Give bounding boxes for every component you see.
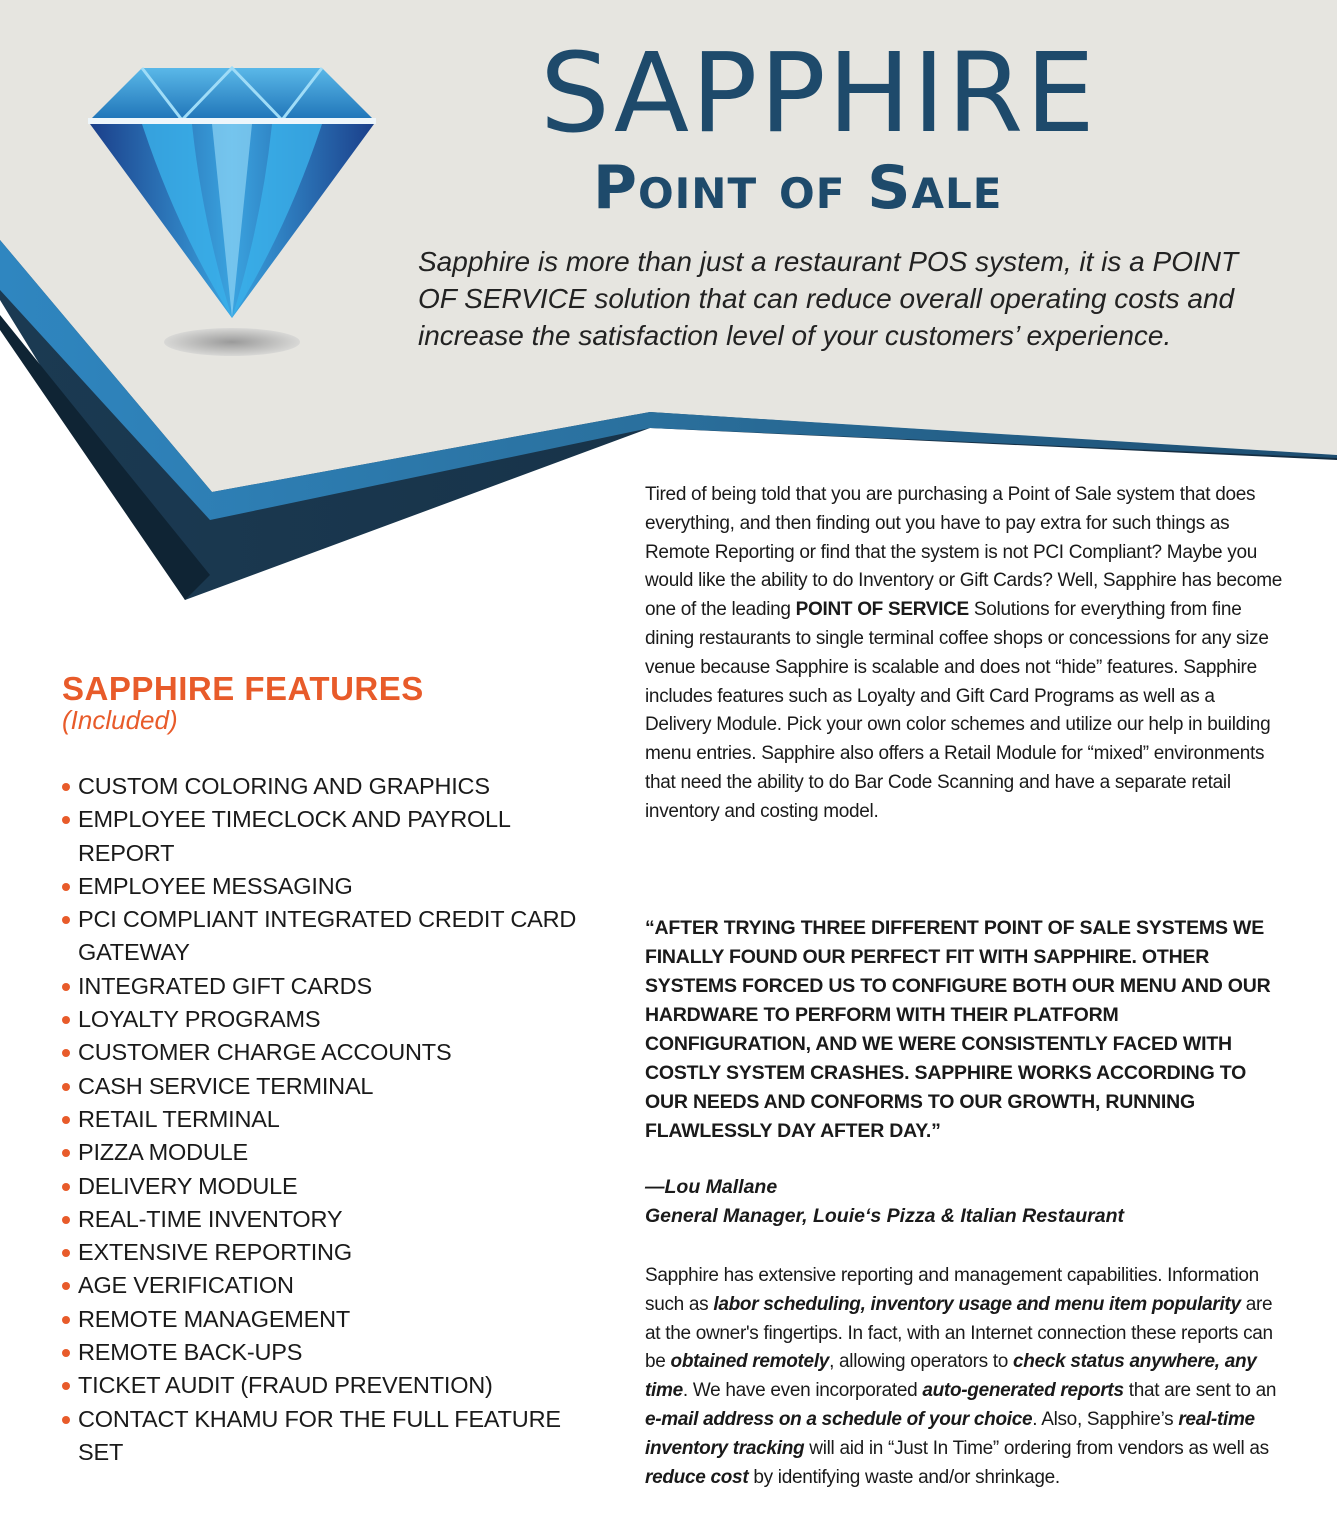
testimonial-role: General Manager, Louie‘s Pizza & Italian Restaurant	[645, 1205, 1124, 1227]
feature-label: REAL-TIME INVENTORY	[78, 1205, 343, 1232]
feature-label: INTEGRATED GIFT CARDS	[78, 972, 372, 999]
reporting-paragraph	[645, 1262, 1285, 1492]
bullet-icon	[62, 983, 70, 991]
testimonial-author: —Lou Mallane	[645, 1176, 778, 1198]
brand-subtitle: Point of Sale	[593, 153, 1003, 223]
reporting-text: are at the owner's fingertips. In fact, with an Internet connection these reports can be	[645, 1293, 1273, 1373]
feature-item	[62, 1036, 592, 1069]
feature-label: TICKET AUDIT (FRAUD PREVENTION)	[78, 1372, 493, 1399]
bullet-icon	[62, 883, 70, 891]
bullet-icon	[62, 1382, 70, 1390]
bullet-icon	[62, 1183, 70, 1191]
feature-label: EMPLOYEE TIMECLOCK AND PAYROLL REPORT	[78, 806, 510, 866]
bullet-icon	[62, 1149, 70, 1157]
bullet-icon	[62, 816, 70, 824]
bullet-icon	[62, 1016, 70, 1024]
testimonial-quote: “AFTER TRYING THREE DIFFERENT POINT OF SALE SYSTEMS WE FINALLY FOUND OUR PERFECT FIT WITH SAPPHIRE. OTHER SYSTEMS FORCED US TO CONFIGURE BOTH OUR MENU AND OUR HARDWARE TO PERFORM WITH THEIR PLATFORM CONFIGURATION, AND WE WERE CONSISTENTLY FACED WITH COSTLY SYSTEM CRASHES. SAPPHIRE WORKS ACCORDING TO OUR NEEDS AND CONFORMS TO OUR GROWTH, RUNNING FLAWLESSLY DAY AFTER DAY.”	[645, 917, 1271, 1142]
feature-label: REMOTE BACK-UPS	[78, 1339, 303, 1366]
bullet-icon	[62, 783, 70, 791]
bullet-icon	[62, 1083, 70, 1091]
feature-label: AGE VERIFICATION	[78, 1272, 294, 1299]
reporting-emphasis: check status anywhere, any time	[645, 1351, 1257, 1402]
bullet-icon	[62, 1416, 70, 1424]
bullet-icon	[62, 1216, 70, 1224]
bullet-icon	[62, 1249, 70, 1257]
feature-label: CUSTOM COLORING AND GRAPHICS	[78, 773, 490, 799]
feature-item	[62, 770, 592, 803]
intro-text: Solutions for everything from fine dining restaurants to single terminal coffee shops or concessions for any size venue because Sapphire is scalable and does not “hide” features. Sapphire includes features such as Loyalty and Gift Card Programs as well as a Delivery Module. Pick your own color schemes and utilize our help in building menu entries. Sapphire also offers a Retail Module for “mixed” environments that need the ability to do Bar Code Scanning and have a separate retail inventory and costing model.	[645, 599, 1271, 822]
feature-item	[62, 1103, 592, 1136]
feature-item	[62, 1136, 592, 1169]
reporting-text: , allowing operators to	[829, 1351, 1014, 1373]
feature-item	[62, 1303, 592, 1336]
features-heading: SAPPHIRE FEATURES	[62, 670, 424, 707]
reporting-emphasis: obtained remotely	[670, 1351, 830, 1373]
reporting-text: . Also, Sapphire’s	[1032, 1408, 1179, 1430]
feature-label: CASH SERVICE TERMINAL	[78, 1072, 374, 1099]
reporting-text: by identifying waste and/or shrinkage.	[748, 1466, 1060, 1488]
feature-label: CUSTOMER CHARGE ACCOUNTS	[78, 1039, 452, 1066]
reporting-text: that are sent to an	[1123, 1380, 1277, 1402]
feature-label: DELIVERY MODULE	[78, 1172, 298, 1199]
reporting-text: will aid in “Just In Time” ordering from vendors as well as	[804, 1437, 1269, 1459]
bullet-icon	[62, 1049, 70, 1057]
reporting-emphasis: real-time inventory tracking	[645, 1408, 1255, 1459]
feature-item	[62, 1269, 592, 1302]
feature-item	[62, 970, 592, 1003]
feature-label: RETAIL TERMINAL	[78, 1105, 280, 1132]
feature-item	[62, 1336, 592, 1369]
reporting-text: Sapphire has extensive reporting and management capabilities. Information such as	[645, 1265, 1259, 1315]
sapphire-gem-icon	[82, 60, 382, 370]
tagline: Sapphire is more than just a restaurant POS system, it is a POINT OF SERVICE solution that can reduce overall operating costs and increase the satisfaction level of your customers’ experience.	[418, 246, 1239, 351]
features-subheading: (Included)	[62, 705, 178, 735]
features-list	[62, 770, 592, 1469]
feature-item	[62, 1203, 592, 1236]
feature-label: LOYALTY PROGRAMS	[78, 1006, 321, 1033]
feature-item	[62, 870, 592, 903]
feature-item	[62, 1170, 592, 1203]
intro-paragraph	[645, 481, 1285, 827]
feature-label: EXTENSIVE REPORTING	[78, 1239, 352, 1266]
reporting-emphasis: auto-generated reports	[922, 1380, 1124, 1402]
feature-item	[62, 1070, 592, 1103]
feature-label: EMPLOYEE MESSAGING	[78, 872, 353, 899]
feature-label: PCI COMPLIANT INTEGRATED CREDIT CARD GATEWAY	[78, 906, 577, 966]
bullet-icon	[62, 1349, 70, 1357]
reporting-emphasis: e-mail address on a schedule of your choice	[645, 1408, 1033, 1430]
intro-bold: POINT OF SERVICE	[795, 599, 969, 621]
reporting-text: . We have even incorporated	[682, 1380, 923, 1402]
feature-item	[62, 903, 592, 970]
feature-item	[62, 803, 592, 870]
bullet-icon	[62, 916, 70, 924]
feature-item	[62, 1369, 592, 1402]
feature-item	[62, 1403, 592, 1470]
bullet-icon	[62, 1316, 70, 1324]
feature-item	[62, 1003, 592, 1036]
brand-title: SAPPHIRE	[540, 29, 1097, 157]
feature-label: REMOTE MANAGEMENT	[78, 1305, 351, 1332]
feature-item	[62, 1236, 592, 1269]
bullet-icon	[62, 1116, 70, 1124]
intro-text: Tired of being told that you are purchasing a Point of Sale system that does everything, and then finding out you have to pay extra for such things as Remote Reporting or find that the system is not PCI Compliant? Maybe you would like the ability to do Inventory or Gift Cards? Well, Sapphire has become one of the leading	[645, 484, 1283, 621]
reporting-emphasis: reduce cost	[645, 1466, 749, 1488]
bullet-icon	[62, 1282, 70, 1290]
testimonial-attribution	[645, 1173, 1285, 1231]
feature-label: PIZZA MODULE	[78, 1139, 248, 1166]
feature-label: CONTACT KHAMU FOR THE FULL FEATURE SET	[78, 1405, 561, 1465]
reporting-emphasis: labor scheduling, inventory usage and menu item popularity	[713, 1293, 1241, 1315]
